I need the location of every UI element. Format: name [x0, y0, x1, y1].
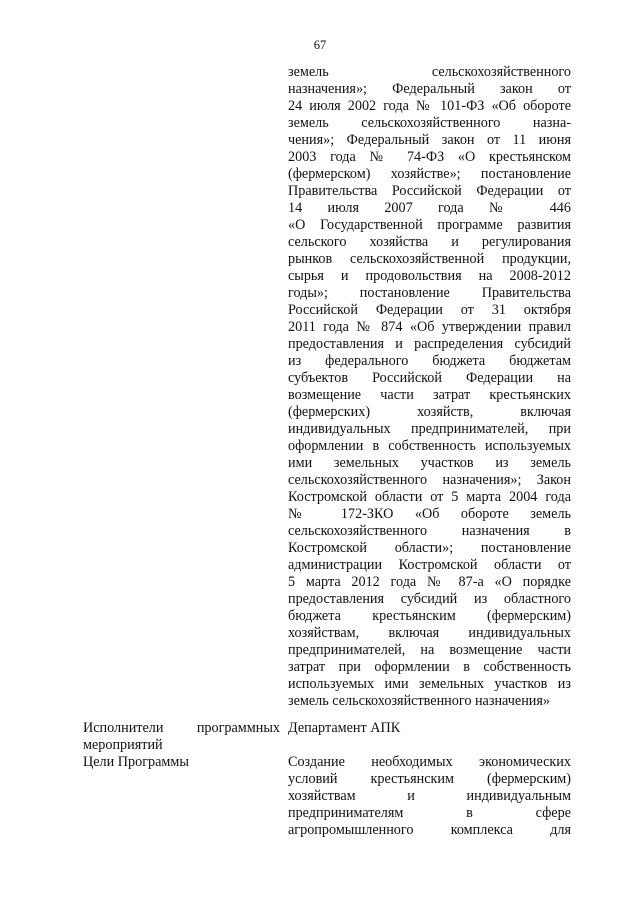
text-line: индивидуальных предпринимателей, при: [288, 421, 571, 437]
text-line: земель сельскохозяйственного: [288, 64, 571, 80]
text-line: бюджета крестьянским (фермерским): [288, 608, 571, 624]
text-line: Российской Федерации от 31 октября: [288, 302, 571, 318]
text-line: сырья и продовольствия на 2008-2012: [288, 268, 571, 284]
text-line: 2011 года № 874 «Об утверждении правил: [288, 319, 571, 335]
text-line: назначения»; Федеральный закон от: [288, 81, 571, 97]
text-line: 14 июля 2007 года № 446: [288, 200, 571, 216]
text-line: Костромской области»; постановление: [288, 540, 571, 556]
text-line: субъектов Российской Федерации на: [288, 370, 571, 386]
value-line: хозяйствам и индивидуальным: [288, 788, 571, 804]
text-line: из федерального бюджета бюджетам: [288, 353, 571, 369]
value-line: предпринимателям в сфере: [288, 805, 571, 821]
text-line: сельскохозяйственного назначения в: [288, 523, 571, 539]
text-line: сельскохозяйственного назначения»; Закон: [288, 472, 571, 488]
label-line: Исполнители программных: [83, 720, 280, 736]
label-line: мероприятий: [83, 737, 163, 753]
text-line: ими земельных участков из земель: [288, 455, 571, 471]
executors-label: [83, 720, 280, 754]
value-line: агропромышленного комплекса для: [288, 822, 571, 838]
text-line: чения»; Федеральный закон от 11 июня: [288, 132, 571, 148]
text-line: используемых ими земельных участков из: [288, 676, 571, 692]
value-line: Департамент АПК: [288, 720, 401, 736]
legal-basis-text: [288, 64, 571, 710]
text-line: № 172-ЗКО «Об обороте земель: [288, 506, 571, 522]
text-line: годы»; постановление Правительства: [288, 285, 571, 301]
text-line: сельского хозяйства и регулирования: [288, 234, 571, 250]
goals-label: [83, 754, 280, 771]
goals-value: [288, 754, 571, 839]
text-line: Правительства Российской Федерации от: [288, 183, 571, 199]
text-line: рынков сельскохозяйственной продукции,: [288, 251, 571, 267]
text-line: (фермерском) хозяйстве»; постановление: [288, 166, 571, 182]
page-number: 67: [313, 38, 327, 52]
text-line: хозяйствам, включая индивидуальных: [288, 625, 571, 641]
executors-value: [288, 720, 571, 737]
text-line: Костромской области от 5 марта 2004 года: [288, 489, 571, 505]
text-line: предоставления субсидий из областного: [288, 591, 571, 607]
text-line: затрат при оформлении в собственность: [288, 659, 571, 675]
text-line: предпринимателей, на возмещение части: [288, 642, 571, 658]
value-line: условий крестьянским (фермерским): [288, 771, 571, 787]
text-line: возмещение части затрат крестьянских: [288, 387, 571, 403]
value-line: Создание необходимых экономических: [288, 754, 571, 770]
text-line: земель сельскохозяйственного назна-: [288, 115, 571, 131]
text-line: оформлении в собственность используемых: [288, 438, 571, 454]
text-line: предоставления и распределения субсидий: [288, 336, 571, 352]
text-line: 2003 года № 74-ФЗ «О крестьянском: [288, 149, 571, 165]
text-line: 24 июля 2002 года № 101-ФЗ «Об обороте: [288, 98, 571, 114]
text-line: администрации Костромской области от: [288, 557, 571, 573]
text-line: «О Государственной программе развития: [288, 217, 571, 233]
text-line: 5 марта 2012 года № 87-а «О порядке: [288, 574, 571, 590]
text-line: (фермерских) хозяйств, включая: [288, 404, 571, 420]
text-line: земель сельскохозяйственного назначения»: [288, 693, 551, 709]
label-line: Цели Программы: [83, 754, 189, 770]
